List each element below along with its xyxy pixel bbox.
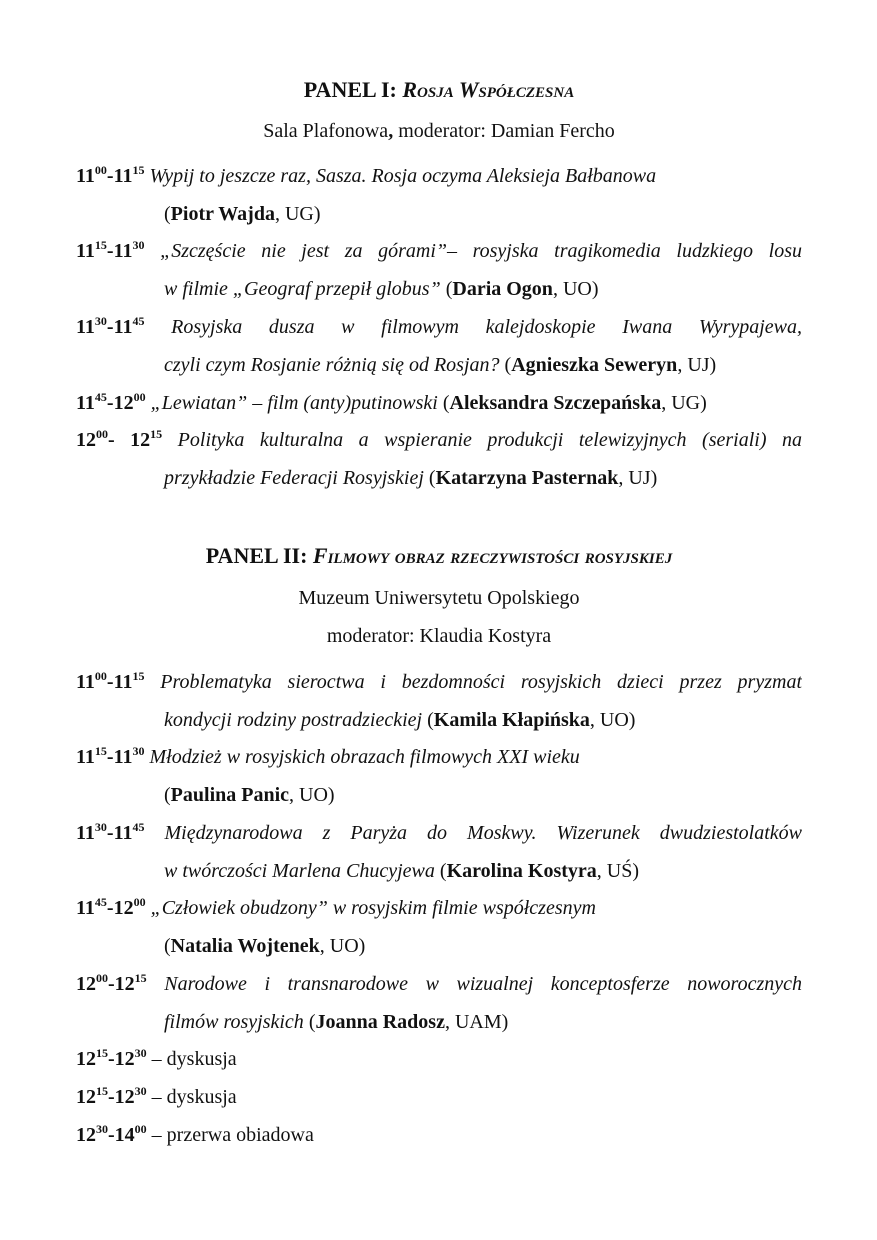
entry-line	[76, 195, 802, 233]
schedule-entry	[76, 814, 802, 890]
speaker-name: Karolina Kostyra	[446, 860, 597, 882]
time-range	[76, 973, 147, 995]
entry-line	[76, 384, 802, 422]
entry-line	[76, 270, 802, 308]
text-fragment: (	[422, 709, 434, 731]
time-part: -	[106, 746, 114, 768]
time-minutes: 00	[96, 971, 108, 985]
time-minutes: 30	[96, 1122, 108, 1136]
talk-title: filmów rosyjskich	[164, 1011, 304, 1033]
time-part: 11	[76, 392, 95, 414]
time-range	[76, 429, 162, 451]
time-minutes: 15	[96, 1084, 108, 1098]
time-part: -	[106, 165, 114, 187]
time-part: 11	[113, 240, 133, 262]
time-minutes: 15	[94, 238, 107, 252]
panel-1-venue: Sala Plafonowa	[263, 120, 389, 142]
speaker-name: Aleksandra Szczepańska	[449, 392, 662, 414]
time-part: -	[108, 973, 115, 995]
time-part: -	[106, 316, 114, 338]
time-minutes: 00	[94, 669, 107, 683]
time-range	[76, 1048, 147, 1070]
time-minutes: 30	[134, 1046, 147, 1060]
speaker-name: Katarzyna Pasternak	[435, 467, 619, 489]
entry-line	[76, 814, 802, 852]
time-minutes: 45	[132, 314, 145, 328]
time-minutes: 15	[132, 669, 145, 683]
panel-1-venue-sep: ,	[388, 120, 394, 142]
time-part: 12	[76, 429, 96, 451]
time-range	[76, 746, 144, 768]
speaker-affiliation: , UJ)	[677, 354, 717, 376]
talk-title: Problematyka sieroctwa i bezdomności rosyjskich dzieci przez pryzmat	[160, 671, 802, 693]
talk-title: kondycji rodziny postradzieckiej	[164, 709, 423, 731]
time-part: -	[106, 897, 114, 919]
time-minutes: 15	[132, 163, 145, 177]
time-part: -	[108, 1086, 115, 1108]
time-minutes: 30	[134, 1084, 147, 1098]
schedule-entry	[76, 308, 802, 384]
time-range	[76, 240, 144, 262]
panel-1-moderator: moderator: Damian Fercho	[393, 120, 615, 142]
time-part: -	[108, 429, 131, 451]
time-minutes: 30	[94, 314, 107, 328]
speaker-affiliation: , UO)	[319, 935, 366, 957]
entry-line	[76, 1003, 802, 1041]
time-part: 11	[113, 671, 133, 693]
entry-line	[76, 346, 802, 384]
time-part: 11	[113, 316, 133, 338]
time-part: 12	[130, 429, 151, 451]
time-minutes: 00	[133, 390, 146, 404]
speaker-affiliation: , UAM)	[444, 1011, 509, 1033]
time-minutes: 00	[134, 1122, 147, 1136]
speaker-affiliation: , UŚ)	[596, 860, 639, 882]
text-fragment: (	[164, 935, 171, 957]
speaker-name: Piotr Wajda	[170, 203, 275, 225]
time-part: 12	[76, 973, 96, 995]
time-minutes: 15	[96, 1046, 108, 1060]
time-part: 12	[76, 1048, 96, 1070]
text-fragment: (	[440, 278, 453, 300]
entry-line	[76, 1116, 802, 1154]
entry-line	[76, 927, 802, 965]
time-range	[76, 392, 146, 414]
entry-line	[76, 1040, 802, 1078]
schedule-entry	[76, 965, 802, 1041]
speaker-name: Paulina Panic	[170, 784, 290, 806]
time-range	[76, 316, 144, 338]
entry-line	[76, 776, 802, 814]
panel-2-title	[76, 542, 802, 570]
time-minutes: 15	[134, 971, 147, 985]
time-minutes: 00	[96, 427, 108, 441]
time-minutes: 00	[94, 163, 107, 177]
time-minutes: 45	[94, 895, 107, 909]
time-part: 12	[76, 1086, 96, 1108]
panel-1-title	[76, 76, 802, 104]
time-minutes: 30	[132, 238, 145, 252]
time-part: -	[106, 240, 114, 262]
time-part: 11	[76, 822, 95, 844]
break-label: – przerwa obiadowa	[146, 1124, 314, 1146]
entry-line	[76, 308, 802, 346]
entry-line	[76, 459, 802, 497]
time-part: 11	[76, 316, 95, 338]
talk-title: Narodowe i transnarodowe w wizualnej konceptosferze noworocznych	[164, 973, 802, 995]
time-minutes: 15	[150, 427, 163, 441]
panel-2-venue: Muzeum Uniwersytetu Opolskiego	[298, 587, 580, 609]
time-part: 11	[113, 822, 133, 844]
break-label: – dyskusja	[146, 1048, 237, 1070]
schedule-entry	[76, 738, 802, 814]
speaker-name: Daria Ogon	[452, 278, 553, 300]
schedule-entry	[76, 889, 802, 965]
panel-1-name: Rosja Współczesna	[402, 77, 575, 102]
time-part: 12	[113, 392, 134, 414]
talk-title: w twórczości Marlena Chucyjewa	[164, 860, 435, 882]
time-part: 12	[114, 1048, 135, 1070]
time-part: 11	[76, 671, 95, 693]
speaker-affiliation: , UO)	[552, 278, 599, 300]
time-part: -	[106, 822, 114, 844]
time-part: 12	[114, 1086, 135, 1108]
entry-line	[76, 889, 802, 927]
entry-line	[76, 738, 802, 776]
schedule-entry	[76, 421, 802, 497]
time-part: 14	[114, 1124, 135, 1146]
break-entry	[76, 1078, 802, 1116]
talk-title: Polityka kulturalna a wspieranie produkcji telewizyjnych (seriali) na	[177, 429, 802, 451]
break-entry	[76, 1040, 802, 1078]
entry-line	[76, 663, 802, 701]
time-minutes: 15	[94, 744, 107, 758]
break-label: – dyskusja	[146, 1086, 237, 1108]
time-range	[76, 165, 144, 187]
speaker-affiliation: , UO)	[289, 784, 335, 806]
time-part: 11	[113, 746, 133, 768]
time-part: 11	[76, 746, 95, 768]
time-minutes: 00	[133, 895, 146, 909]
time-part: 11	[113, 165, 133, 187]
text-fragment: (	[437, 392, 450, 414]
schedule-entry	[76, 384, 802, 422]
talk-title: Wypij to jeszcze raz, Sasza. Rosja oczyma Aleksieja Bałbanowa	[149, 165, 657, 187]
text-fragment: (	[164, 784, 171, 806]
speaker-affiliation: , UG)	[661, 392, 707, 414]
time-part: 12	[114, 973, 135, 995]
speaker-affiliation: , UO)	[589, 709, 636, 731]
talk-title: przykładzie Federacji Rosyjskiej	[164, 467, 424, 489]
time-part: 11	[76, 897, 95, 919]
time-part: -	[108, 1124, 115, 1146]
time-range	[76, 1124, 147, 1146]
talk-title: Międzynarodowa z Paryża do Moskwy. Wizerunek dwudziestolatków	[164, 822, 802, 844]
entry-line	[76, 232, 802, 270]
talk-title: Młodzież w rosyjskich obrazach filmowych XXI wieku	[149, 746, 580, 768]
speaker-name: Kamila Kłapińska	[433, 709, 590, 731]
text-fragment: (	[303, 1011, 316, 1033]
time-part: -	[106, 671, 114, 693]
entry-line	[76, 701, 802, 739]
entry-line	[76, 965, 802, 1003]
panel-2-moderator: moderator: Klaudia Kostyra	[326, 625, 552, 647]
entry-line	[76, 1078, 802, 1116]
talk-title: Rosyjska dusza w filmowym kalejdoskopie Iwana Wyrypajewa,	[171, 316, 802, 338]
text-fragment: (	[423, 467, 436, 489]
time-range	[76, 1086, 147, 1108]
time-part: 12	[76, 1124, 96, 1146]
time-minutes: 45	[94, 390, 107, 404]
text-fragment: (	[499, 354, 512, 376]
panel-1-venue-line	[76, 118, 802, 144]
time-range	[76, 822, 144, 844]
entry-line	[76, 157, 802, 195]
time-part: 11	[76, 165, 95, 187]
speaker-affiliation: , UG)	[274, 203, 321, 225]
time-minutes: 30	[94, 820, 107, 834]
time-minutes: 30	[132, 744, 145, 758]
schedule-entry	[76, 157, 802, 233]
entry-line	[76, 852, 802, 890]
talk-title: „Szczęście nie jest za górami”– rosyjska tragikomedia ludzkiego losu	[160, 240, 802, 262]
entry-line	[76, 421, 802, 459]
text-fragment: (	[434, 860, 447, 882]
schedule-entry	[76, 232, 802, 308]
text-fragment: (	[164, 203, 171, 225]
time-range	[76, 671, 144, 693]
talk-title: „Człowiek obudzony” w rosyjskim filmie współczesnym	[150, 897, 596, 919]
break-entry	[76, 1116, 802, 1154]
time-part: -	[108, 1048, 115, 1070]
speaker-name: Joanna Radosz	[315, 1011, 445, 1033]
schedule-entry	[76, 663, 802, 739]
talk-title: czyli czym Rosjanie różnią się od Rosjan?	[164, 354, 500, 376]
speaker-affiliation: , UJ)	[618, 467, 658, 489]
panel-1-label: PANEL I:	[303, 77, 397, 102]
speaker-name: Natalia Wojtenek	[170, 935, 320, 957]
talk-title: w filmie „Geograf przepił globus”	[164, 278, 441, 300]
time-part: -	[106, 392, 114, 414]
time-part: 12	[113, 897, 134, 919]
time-part: 11	[76, 240, 95, 262]
panel-2-label: PANEL II:	[205, 543, 308, 568]
time-minutes: 45	[132, 820, 145, 834]
time-range	[76, 897, 146, 919]
speaker-name: Agnieszka Seweryn	[511, 354, 678, 376]
panel-2-name: Filmowy obraz rzeczywistości rosyjskiej	[312, 543, 673, 568]
talk-title: „Lewiatan” – film (anty)putinowski	[150, 392, 438, 414]
